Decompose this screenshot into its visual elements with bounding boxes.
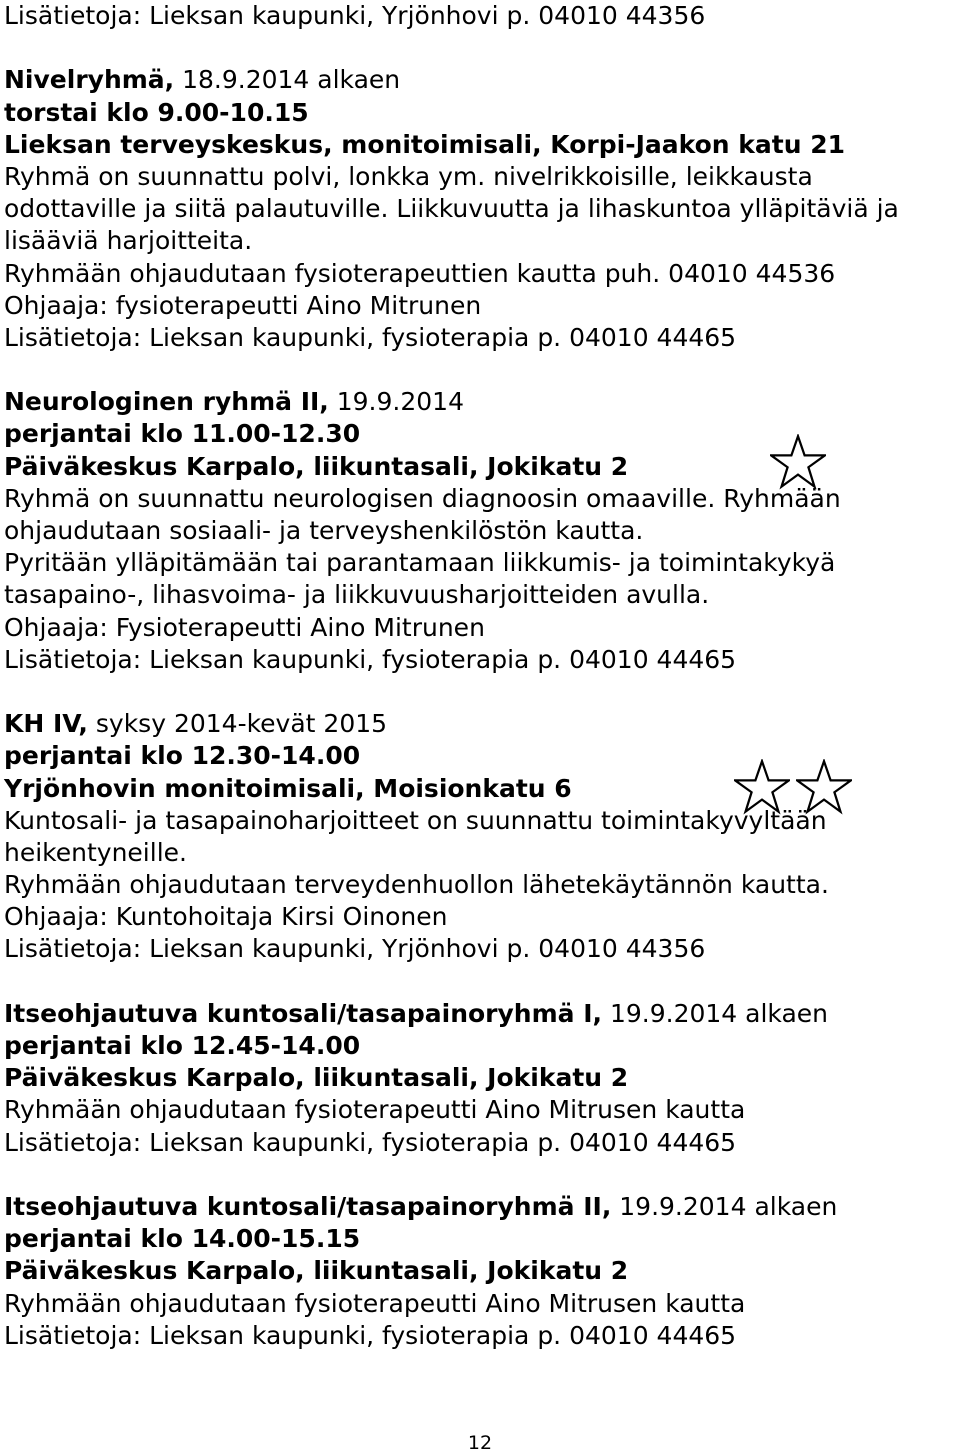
intro-contact: Lisätietoja: Lieksan kaupunki, Yrjönhovi p. 04010 44356 [4, 1, 706, 30]
group-place: Päiväkeskus Karpalo, liikuntasali, Jokikatu 2 [4, 1063, 629, 1093]
group-title: KH IV, syksy 2014-kevät 2015 [4, 709, 388, 739]
group-description-line: Pyritään ylläpitämään tai parantamaan liikkumis- ja toimintakykyä [4, 548, 836, 578]
group-title: Neurologinen ryhmä II, 19.9.2014 [4, 387, 464, 417]
group-contact: Lisätietoja: Lieksan kaupunki, Yrjönhovi p. 04010 44356 [4, 934, 706, 964]
group-time: torstai klo 9.00-10.15 [4, 97, 309, 127]
group-description-line: Ryhmä on suunnattu polvi, lonkka ym. nivelrikkoisille, leikkausta [4, 161, 813, 191]
group-place: Päiväkeskus Karpalo, liikuntasali, Jokikatu 2 [4, 451, 629, 481]
group-description-line: lisääviä harjoitteita. [4, 226, 253, 256]
group-description-line: odottaville ja siitä palautuville. Liikkuvuutta ja lihaskuntoa ylläpitäviä ja [4, 194, 899, 224]
group-description-line: Ryhmään ohjaudutaan terveydenhuollon lähetekäytännön kautta. [4, 870, 829, 900]
group-neurologinen [4, 386, 954, 676]
group-description-line: Ryhmä on suunnattu neurologisen diagnoosin omaaville. Ryhmään [4, 483, 841, 513]
group-description-line: Ryhmään ohjaudutaan fysioterapeutti Aino Mitrusen kautta [4, 1288, 746, 1318]
group-time: perjantai klo 12.45-14.00 [4, 1031, 361, 1060]
group-place: Lieksan terveyskeskus, monitoimisali, Korpi-Jaakon katu 21 [4, 129, 845, 159]
group-itseohjautuva-2 [4, 1191, 954, 1352]
page-number: 12 [467, 1432, 493, 1454]
star-icon [796, 759, 852, 815]
group-time: perjantai klo 11.00-12.30 [4, 419, 361, 449]
group-title: Itseohjautuva kuntosali/tasapainoryhmä I, 19.9.2014 alkaen [4, 998, 828, 1028]
group-contact: Lisätietoja: Lieksan kaupunki, fysioterapia p. 04010 44465 [4, 1127, 737, 1157]
group-contact: Lisätietoja: Lieksan kaupunki, fysioterapia p. 04010 44465 [4, 1320, 737, 1350]
group-place: Päiväkeskus Karpalo, liikuntasali, Jokikatu 2 [4, 1256, 629, 1286]
group-description-line: ohjaudutaan sosiaali- ja terveyshenkilöstön kautta. [4, 516, 644, 545]
group-instructor: Ohjaaja: Fysioterapeutti Aino Mitrunen [4, 612, 485, 642]
star-icon [734, 759, 790, 815]
group-nivelryhma [4, 64, 954, 354]
group-time: perjantai klo 14.00-15.15 [4, 1224, 361, 1254]
group-contact: Lisätietoja: Lieksan kaupunki, fysioterapia p. 04010 44465 [4, 322, 737, 352]
group-description-line: tasapaino-, lihasvoima- ja liikkuvuusharjoitteiden avulla. [4, 580, 710, 610]
group-kh-iv [4, 708, 954, 966]
group-place: Yrjönhovin monitoimisali, Moisionkatu 6 [4, 773, 572, 803]
group-description-line: heikentyneille. [4, 837, 187, 867]
group-title: Itseohjautuva kuntosali/tasapainoryhmä II, 19.9.2014 alkaen [4, 1191, 838, 1221]
group-instructor: Ohjaaja: fysioterapeutti Aino Mitrunen [4, 290, 482, 320]
group-description-line: Ryhmään ohjaudutaan fysioterapeuttien kautta puh. 04010 44536 [4, 258, 836, 288]
group-title: Nivelryhmä, 18.9.2014 alkaen [4, 65, 401, 95]
star-icon [770, 434, 826, 490]
group-description-line: Ryhmään ohjaudutaan fysioterapeutti Aino Mitrusen kautta [4, 1095, 746, 1125]
document-page [4, 0, 954, 1352]
group-instructor: Ohjaaja: Kuntohoitaja Kirsi Oinonen [4, 902, 448, 932]
group-itseohjautuva-1 [4, 998, 954, 1159]
group-description-line: Kuntosali- ja tasapainoharjoitteet on suunnattu toimintakyvyltään [4, 805, 827, 835]
group-time: perjantai klo 12.30-14.00 [4, 741, 361, 771]
group-contact: Lisätietoja: Lieksan kaupunki, fysioterapia p. 04010 44465 [4, 644, 737, 674]
